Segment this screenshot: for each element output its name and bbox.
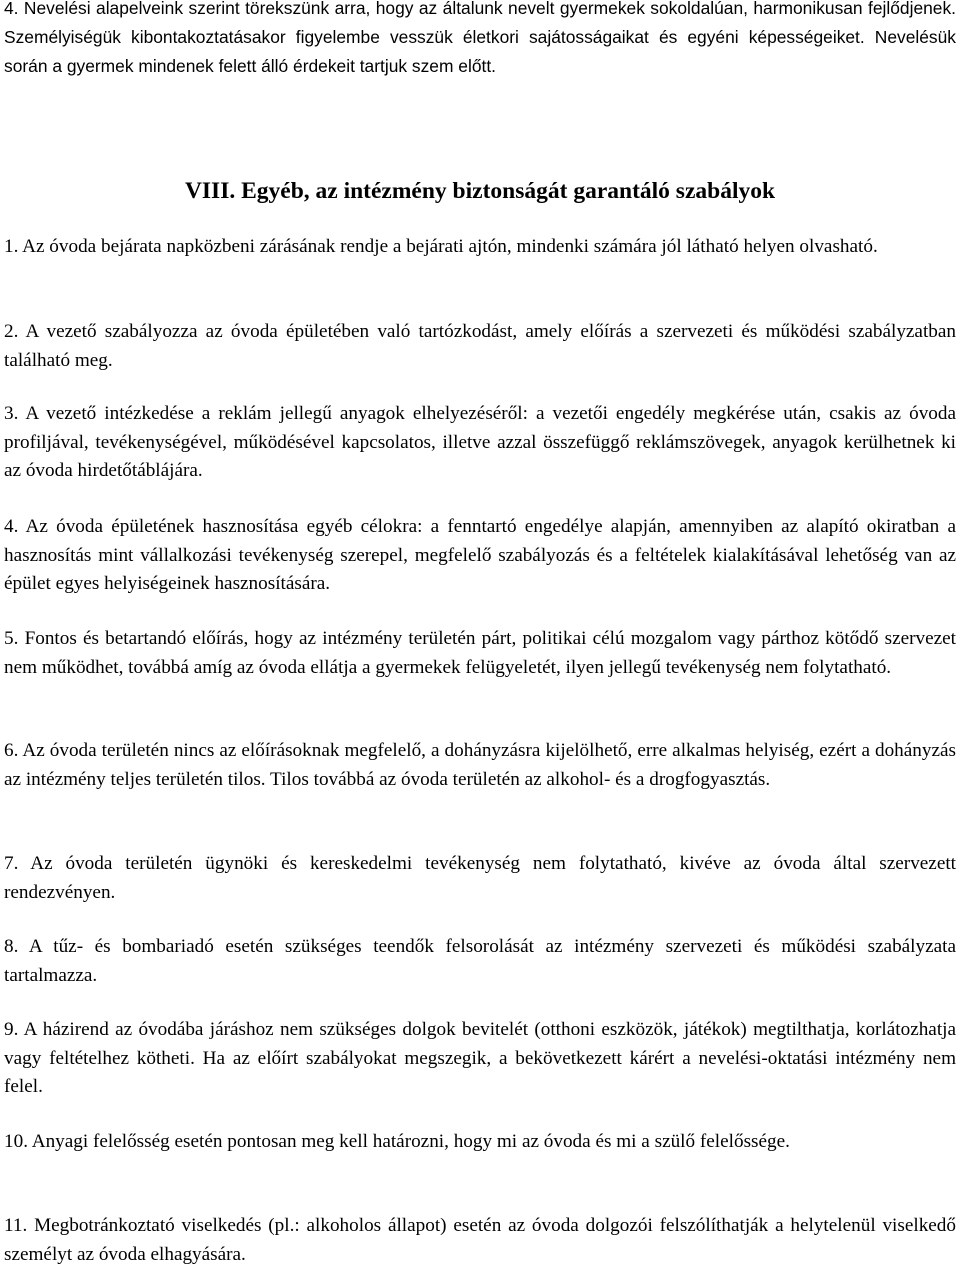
section-heading: VIII. Egyéb, az intézmény biztonságát garantáló szabályok [184, 178, 776, 204]
rule-item-6: 6. Az óvoda területén nincs az előírásoknak megfelelő, a dohányzásra kijelölhető, erre alkalmas helyiség, ezért a dohányzás az intézmény teljes területén tilos. Tilos továbbá az óvoda területén az alkohol- és a drogfogyasztás. [4, 740, 956, 790]
intro-paragraph: 4. Nevelési alapelveink szerint törekszünk arra, hogy az általunk nevelt gyermekek sokoldalúan, harmonikusan fejlődjenek. Személyiségük kibontakoztatásakor figyelembe vesszük életkori sajátosságaikat és egyéni képességeiket. Nevelésük során a gyermek mindenek felett álló érdekeit tartjuk szem előtt. [4, 0, 956, 76]
rule-item-7: 7. Az óvoda területén ügynöki és kereskedelmi tevékenység nem folytatható, kivéve az óvoda által szervezett rendezvényen. [4, 853, 956, 903]
rule-item-9: 9. A házirend az óvodába járáshoz nem szükséges dolgok bevitelét (otthoni eszközök, játékok) megtilthatja, korlátozhatja vagy feltételhez kötheti. Ha az előírt szabályokat megszegik, a bekövetkezett kárért a nevelési-oktatási intézmény nem felel. [4, 1019, 956, 1098]
rule-item-8: 8. A tűz- és bombariadó esetén szükséges teendők felsorolását az intézmény szervezeti és működési szabályzata tartalmazza. [4, 936, 956, 986]
rule-item-10: 10. Anyagi felelősség esetén pontosan meg kell határozni, hogy mi az óvoda és mi a szülő felelőssége. [4, 1131, 790, 1152]
rule-item-3: 3. A vezető intézkedése a reklám jellegű anyagok elhelyezéséről: a vezetői engedély megkérése után, csakis az óvoda profiljával, tevékenységével, működésével kapcsolatos, illetve azzal összefüggő reklámszövegek, anyagok kerülhetnek ki az óvoda hirdetőtáblájára. [4, 403, 956, 482]
rule-item-2: 2. A vezető szabályozza az óvoda épületében való tartózkodást, amely előírás a szervezeti és működési szabályzatban található meg. [4, 321, 956, 371]
rule-item-5: 5. Fontos és betartandó előírás, hogy az intézmény területén párt, politikai célú mozgalom vagy párthoz kötődő szervezet nem működhet, továbbá amíg az óvoda ellátja a gyermekek felügyeletét, ilyen jellegű tevékenység nem folytatható. [4, 628, 956, 678]
rule-item-4: 4. Az óvoda épületének hasznosítása egyéb célokra: a fenntartó engedélye alapján, amennyiben az alapító okiratban a hasznosítás mint vállalkozási tevékenység szerepel, megfelelő szabályozás és a feltételek kialakításával lehetőség van az épület egyes helyiségeinek hasznosítására. [4, 516, 956, 595]
rule-item-1: 1. Az óvoda bejárata napközbeni zárásának rendje a bejárati ajtón, mindenki számára jól látható helyen olvasható. [4, 236, 878, 257]
rule-item-11: 11. Megbotránkoztató viselkedés (pl.: alkoholos állapot) esetén az óvoda dolgozói felszólíthatják a helytelenül viselkedő személyt az óvoda elhagyására. [4, 1215, 956, 1265]
